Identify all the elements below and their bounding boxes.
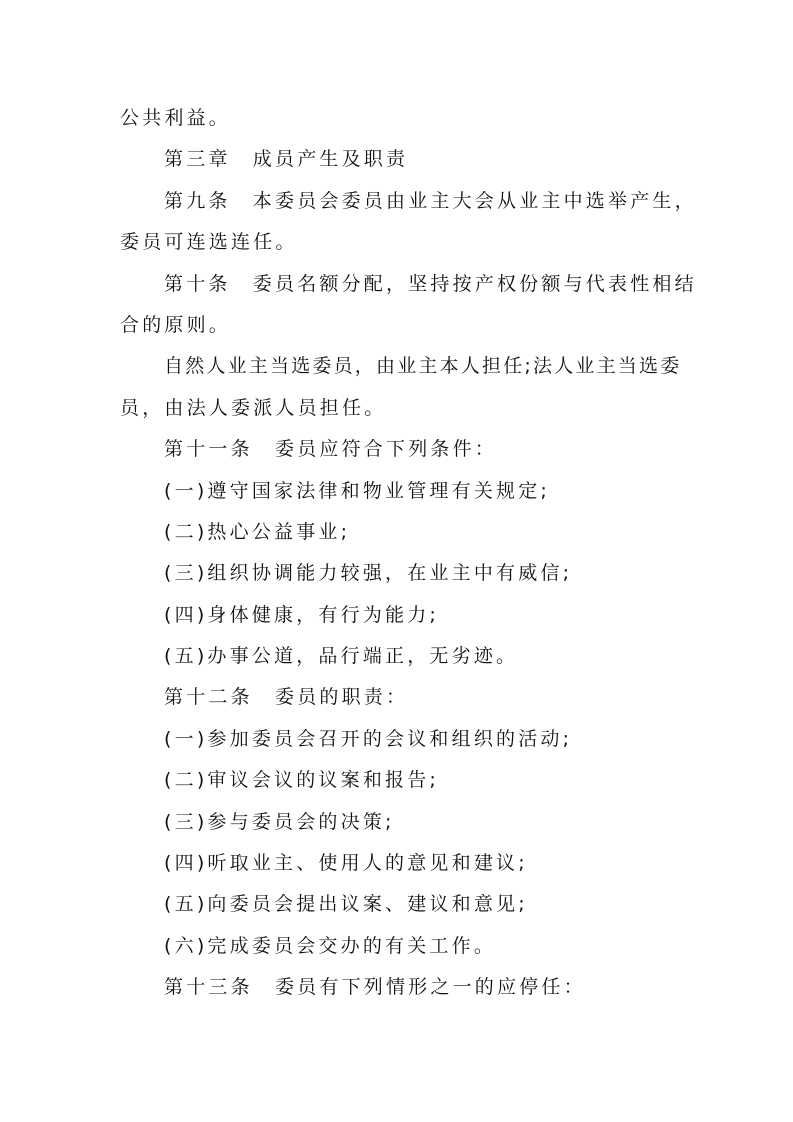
article-10-line-1: 第十条 委员名额分配，坚持按产权份额与代表性相结	[164, 272, 697, 295]
article-12-item-3: (三)参与委员会的决策;	[164, 810, 395, 833]
article-11-item-1: (一)遵守国家法律和物业管理有关规定;	[164, 479, 551, 502]
article-12-heading: 第十二条 委员的职责：	[164, 686, 409, 709]
article-12-item-5: (五)向委员会提出议案、建议和意见;	[164, 893, 528, 916]
article-11-item-3: (三)组织协调能力较强，在业主中有威信;	[164, 562, 573, 585]
article-10-line-2: 合的原则。	[120, 313, 232, 336]
paragraph-natural-legal-owner-line-1: 自然人业主当选委员，由业主本人担任;法人业主当选委	[164, 355, 682, 378]
article-11-item-5: (五)办事公道，品行端正，无劣迹。	[164, 645, 519, 668]
article-11-item-4: (四)身体健康，有行为能力;	[164, 603, 440, 626]
document-body	[120, 98, 697, 1009]
chapter-heading: 第三章 成员产生及职责	[164, 148, 409, 171]
article-12-item-1: (一)参加委员会召开的会议和组织的活动;	[164, 727, 573, 750]
article-13-heading: 第十三条 委员有下列情形之一的应停任：	[164, 976, 586, 999]
text-line-continuation: 公共利益。	[120, 107, 232, 129]
article-11-item-2: (二)热心公益事业;	[164, 520, 351, 543]
article-9-line-1: 第九条 本委员会委员由业主大会从业主中选举产生，	[164, 189, 697, 212]
article-11-heading: 第十一条 委员应符合下列条件：	[164, 438, 498, 461]
article-12-item-6: (六)完成委员会交办的有关工作。	[164, 934, 497, 957]
article-12-item-2: (二)审议会议的议案和报告;	[164, 769, 440, 792]
article-9-line-2: 委员可连选连任。	[120, 231, 298, 254]
paragraph-natural-legal-owner-line-2: 员，由法人委派人员担任。	[120, 396, 387, 419]
article-12-item-4: (四)听取业主、使用人的意见和建议;	[164, 852, 528, 875]
